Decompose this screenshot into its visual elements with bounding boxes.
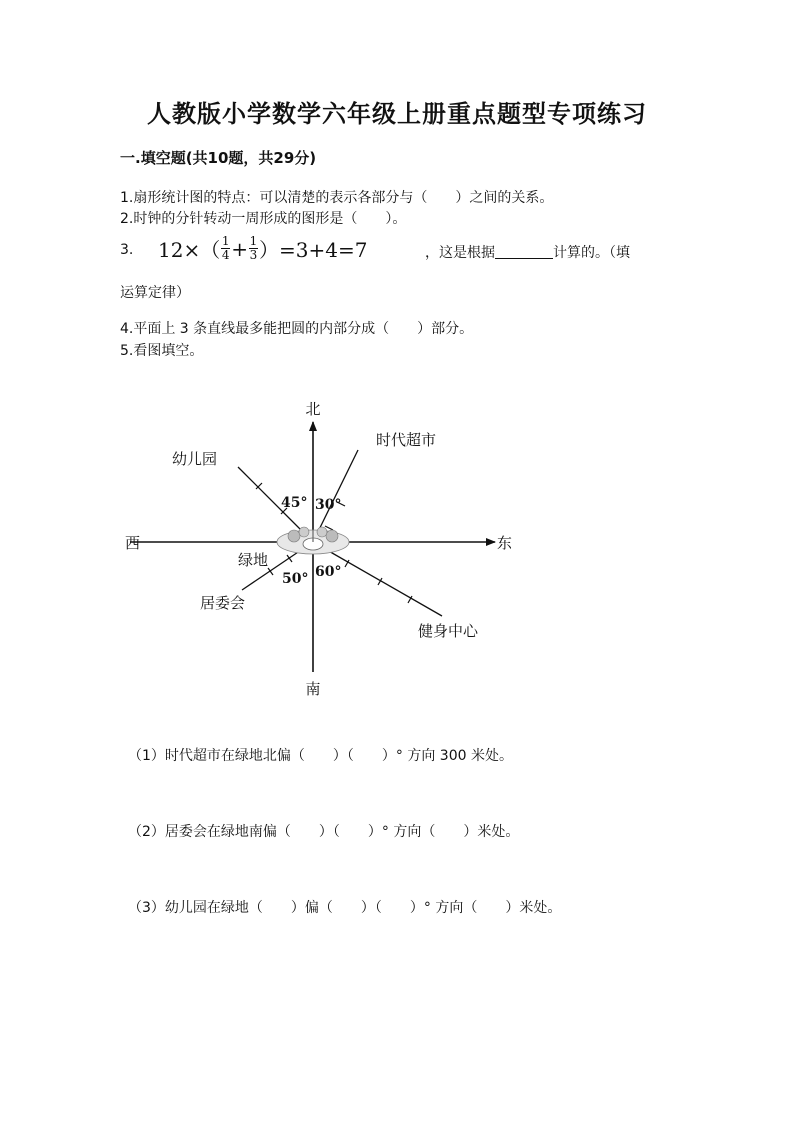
label-east: 东 — [497, 534, 513, 552]
label-north: 北 — [305, 400, 321, 418]
angle-nw: 45° — [281, 495, 308, 511]
label-kindergarten: 幼儿园 — [172, 450, 218, 468]
fraction-2 — [249, 235, 258, 262]
question-2: 2.时钟的分针转动一周形成的图形是（ ）。 — [120, 211, 407, 227]
label-south: 南 — [305, 680, 321, 698]
question-3-expression — [158, 234, 367, 263]
expr-left: 12×（ — [158, 238, 221, 262]
subquestion-2: （2）居委会在绿地南偏（ ）（ ）° 方向（ ）米处。 — [128, 824, 520, 840]
fraction-1-denominator: 4 — [221, 248, 230, 262]
q3-text-before: ，这是根据 — [425, 245, 495, 261]
subquestion-3: （3）幼儿园在绿地（ ）偏（ ）（ ）° 方向（ ）米处。 — [128, 900, 562, 916]
q3-text-after: 计算的。（填 — [553, 245, 630, 261]
label-fitness: 健身中心 — [418, 622, 479, 640]
angle-sw: 50° — [282, 571, 309, 587]
label-center: 绿地 — [238, 551, 269, 569]
plus-sign: + — [231, 236, 248, 261]
answer-blank[interactable] — [495, 244, 553, 259]
question-1: 1.扇形统计图的特点：可以清楚的表示各部分与（ ）之间的关系。 — [120, 190, 554, 206]
park-icon — [277, 527, 349, 554]
question-5: 5.看图填空。 — [120, 343, 204, 359]
label-west: 西 — [125, 534, 141, 552]
question-3-number: 3. — [120, 242, 134, 258]
question-3-tail — [425, 242, 630, 262]
label-supermarket: 时代超市 — [376, 431, 437, 449]
angle-se: 60° — [315, 564, 342, 580]
angle-ne: 30° — [315, 497, 342, 513]
fraction-1 — [221, 235, 230, 262]
direction-diagram — [110, 392, 530, 704]
question-4: 4.平面上 3 条直线最多能把圆的内部分成（ ）部分。 — [120, 321, 474, 337]
subquestion-1: （1）时代超市在绿地北偏（ ）（ ）° 方向 300 米处。 — [128, 748, 513, 764]
label-committee: 居委会 — [200, 594, 246, 612]
expr-right: ）=3+4=7 — [258, 238, 368, 262]
fraction-2-denominator: 3 — [249, 248, 258, 262]
page-title: 人教版小学数学六年级上册重点题型专项练习 — [147, 99, 647, 128]
fraction-2-numerator: 1 — [249, 234, 258, 248]
question-3-wrap: 运算定律） — [120, 285, 190, 301]
fraction-1-numerator: 1 — [221, 234, 230, 248]
section-heading: 一.填空题(共10题，共29分) — [120, 149, 317, 167]
